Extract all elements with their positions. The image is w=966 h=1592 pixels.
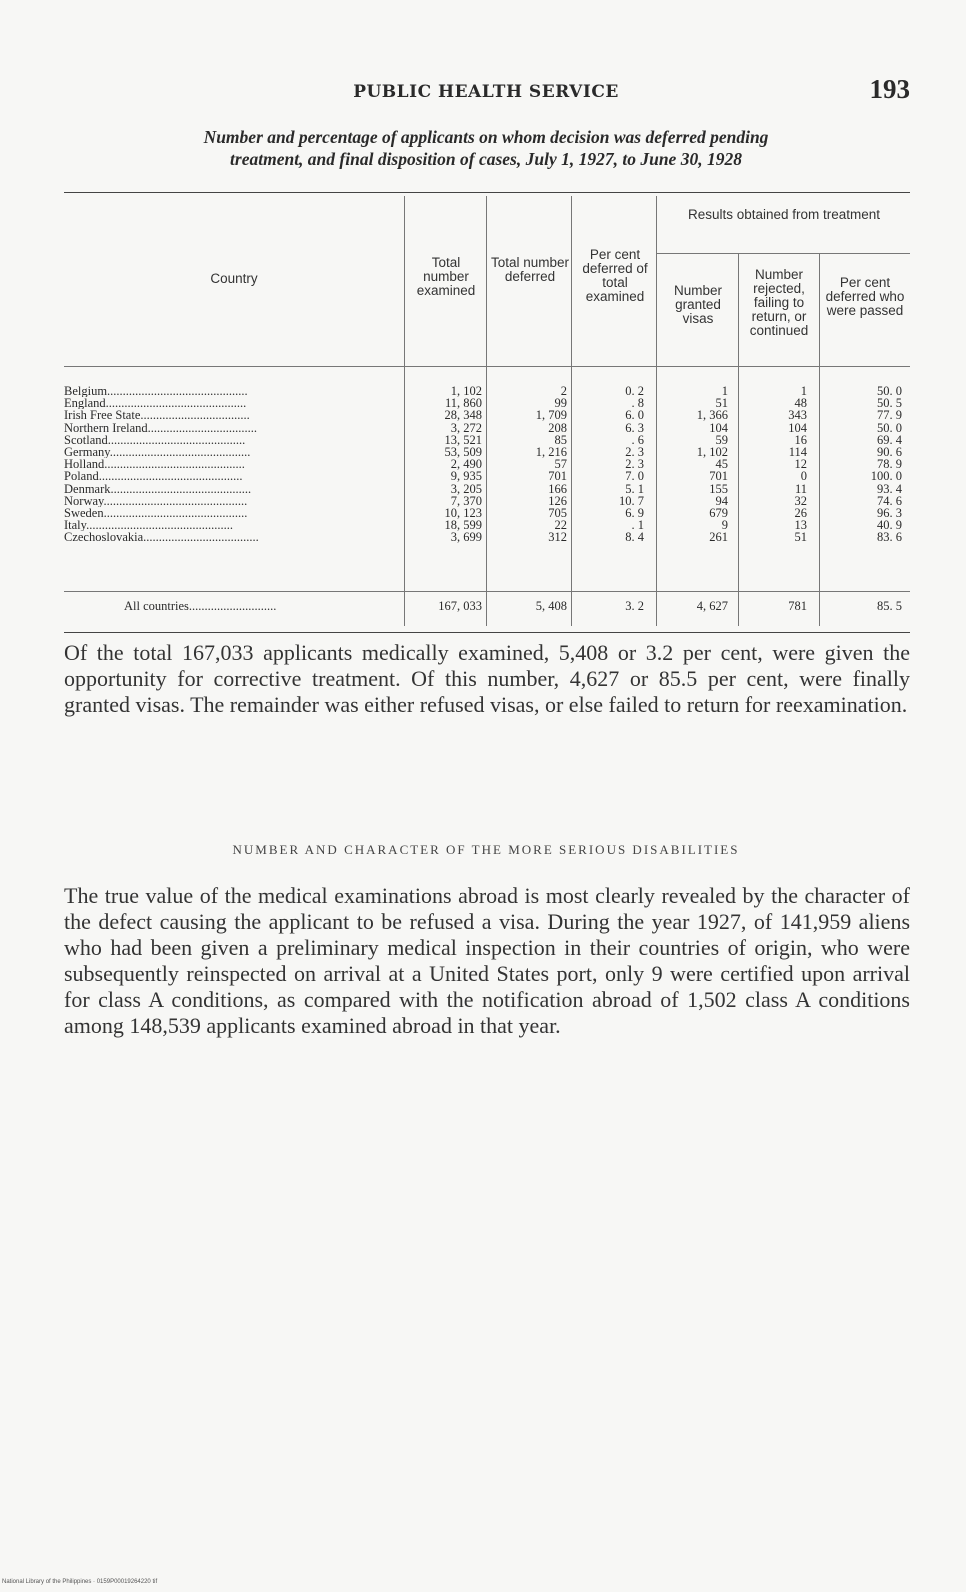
cell-pct-deferred: 2. 3 <box>625 445 644 459</box>
cell-granted: 701 <box>709 470 728 483</box>
table-row-country: Norway.............................................. <box>64 494 248 507</box>
granted-column <box>657 385 732 543</box>
cell-rejected: 26 <box>794 506 807 520</box>
group-header-rule <box>656 253 910 254</box>
cell-granted: 261 <box>709 531 728 544</box>
cell-pct-deferred: 10. 7 <box>619 494 644 507</box>
caption-line-2: treatment, and final disposition of cases, July 1, 1927, to June 30, 1928 <box>230 149 742 169</box>
cell-rejected: 11 <box>794 482 807 495</box>
table-row-country: Denmark............................................. <box>64 482 252 495</box>
deferred-column <box>487 385 571 543</box>
pct-passed-column <box>820 385 906 543</box>
cell-pct-deferred: 2. 3 <box>625 458 644 471</box>
cell-deferred: 2 <box>560 385 567 398</box>
cell-examined: 7, 370 <box>450 494 482 507</box>
cell-pct-deferred: . 8 <box>631 397 644 410</box>
page-number: 193 <box>869 74 910 104</box>
total-pct-passed: 85. 5 <box>877 599 902 613</box>
table-row-country: Irish Free State................................... <box>64 409 250 422</box>
cell-deferred: 701 <box>548 470 567 483</box>
cell-pct-passed: 50. 5 <box>877 397 902 410</box>
cell-pct-deferred: 6. 9 <box>625 506 644 520</box>
cell-pct-passed: 69. 4 <box>877 433 902 446</box>
cell-deferred: 22 <box>554 519 567 532</box>
cell-pct-deferred: 8. 4 <box>625 531 644 544</box>
cell-examined: 9, 935 <box>450 470 482 483</box>
table-caption <box>62 126 910 170</box>
cell-granted: 1, 102 <box>696 445 728 459</box>
running-head <box>62 74 910 112</box>
cell-granted: 59 <box>715 433 728 446</box>
cell-granted: 1, 366 <box>696 409 728 422</box>
cell-rejected: 51 <box>794 531 807 544</box>
table-top-rule <box>64 192 910 193</box>
header-granted: Number granted visas <box>673 283 722 326</box>
cell-rejected: 13 <box>794 519 807 532</box>
cell-pct-passed: 77. 9 <box>877 409 902 422</box>
cell-examined: 28, 348 <box>444 409 482 422</box>
cell-pct-deferred: . 1 <box>631 519 644 532</box>
table-row-country: Belgium............................................. <box>64 385 248 398</box>
cell-pct-passed: 40. 9 <box>877 519 902 532</box>
cell-examined: 1, 102 <box>450 385 482 398</box>
rejected-column <box>739 385 811 543</box>
cell-deferred: 208 <box>548 421 567 434</box>
cell-pct-passed: 74. 6 <box>877 494 902 507</box>
header-per-cent-passed: Per cent deferred who were passed <box>825 275 905 318</box>
header-bottom-rule <box>64 366 910 367</box>
table-row-country: Germany............................................. <box>64 445 251 459</box>
cell-pct-deferred: 5. 1 <box>625 482 644 495</box>
cell-pct-passed: 50. 0 <box>877 421 902 434</box>
table-row-country: Poland.............................................. <box>64 470 243 483</box>
cell-pct-passed: 93. 4 <box>877 482 902 495</box>
section-heading: NUMBER AND CHARACTER OF THE MORE SERIOUS DISABILITIES <box>232 842 740 857</box>
cell-rejected: 32 <box>794 494 807 507</box>
cell-rejected: 1 <box>800 385 807 398</box>
scan-footer: National Library of the Philippines · 0159P00019264220 tif <box>2 1579 158 1585</box>
cell-rejected: 48 <box>794 397 807 410</box>
cell-pct-passed: 78. 9 <box>877 458 902 471</box>
total-examined: 167, 033 <box>438 599 482 613</box>
table-bottom-rule <box>64 632 910 633</box>
cell-examined: 2, 490 <box>450 458 482 471</box>
cell-granted: 9 <box>721 519 728 532</box>
cell-examined: 3, 205 <box>450 482 482 495</box>
table-row-country: Italy............................................... <box>64 519 233 532</box>
paragraph-2: The true value of the medical examinations abroad is most clearly revealed by the character of the defect causing the applicant to be refused a visa. During the year 1927, of 141,959 aliens who had been given a preliminary medical inspection in their countries of origin, who were subsequently reinspected on arrival at a United States port, only 9 were certified upon arrival for class A conditions, as compared with the notification abroad of 1,502 class A conditions among 148,539 applicants examined abroad in that year. <box>64 883 910 1038</box>
caption-line-1: Number and percentage of applicants on whom decision was deferred pending <box>203 127 769 147</box>
cell-deferred: 166 <box>548 482 567 495</box>
cell-pct-passed: 50. 0 <box>877 385 902 398</box>
cell-rejected: 104 <box>788 421 807 434</box>
total-granted: 4, 627 <box>696 599 728 613</box>
cell-examined: 3, 699 <box>450 531 482 544</box>
header-per-cent-deferred: Per cent deferred of total examined <box>582 247 648 304</box>
cell-rejected: 114 <box>788 445 807 459</box>
cell-granted: 155 <box>709 482 728 495</box>
pct-deferred-column <box>572 385 648 543</box>
cell-deferred: 1, 216 <box>535 445 567 459</box>
cell-rejected: 16 <box>794 433 807 446</box>
cell-rejected: 343 <box>788 409 807 422</box>
cell-pct-passed: 100. 0 <box>870 470 902 483</box>
examined-column <box>405 385 486 543</box>
total-rejected: 781 <box>788 599 807 613</box>
running-title: PUBLIC HEALTH SERVICE <box>353 82 619 102</box>
cell-pct-passed: 96. 3 <box>877 506 902 520</box>
cell-examined: 53, 509 <box>444 445 482 459</box>
cell-granted: 45 <box>715 458 728 471</box>
cell-examined: 13, 521 <box>444 433 482 446</box>
leader-dots: ............................ <box>188 599 277 613</box>
cell-granted: 1 <box>721 385 728 398</box>
table-total-row <box>64 598 910 614</box>
cell-pct-deferred: 7. 0 <box>625 470 644 483</box>
paragraph-1: Of the total 167,033 applicants medically examined, 5,408 or 3.2 per cent, were given the opportunity for corrective treatment. Of this number, 4,627 or 85.5 per cent, were finally granted visas. The remainder was either refused visas, or else failed to return for reexamination. <box>64 640 910 717</box>
cell-rejected: 12 <box>794 458 807 471</box>
cell-granted: 94 <box>715 494 728 507</box>
total-rule <box>64 591 910 592</box>
header-country: Country <box>210 271 258 286</box>
cell-granted: 51 <box>715 397 728 410</box>
cell-pct-deferred: 6. 3 <box>625 421 644 434</box>
total-deferred: 5, 408 <box>535 599 567 613</box>
table-row-country: Northern Ireland................................... <box>64 421 258 434</box>
cell-deferred: 99 <box>554 397 567 410</box>
cell-pct-deferred: 0. 2 <box>625 385 644 398</box>
total-country <box>124 598 276 614</box>
cell-examined: 10, 123 <box>444 506 482 520</box>
table-row-country: Holland............................................. <box>64 458 245 471</box>
table-row-country: Czechoslovakia..................................... <box>64 531 259 544</box>
cell-deferred: 312 <box>548 531 567 544</box>
cell-pct-passed: 83. 6 <box>877 531 902 544</box>
cell-examined: 3, 272 <box>450 421 482 434</box>
total-country-label: All countries <box>124 599 189 613</box>
cell-granted: 679 <box>709 506 728 520</box>
cell-deferred: 57 <box>554 458 567 471</box>
cell-granted: 104 <box>709 421 728 434</box>
cell-deferred: 126 <box>548 494 567 507</box>
total-pct-deferred: 3. 2 <box>625 599 644 613</box>
cell-deferred: 85 <box>554 433 567 446</box>
header-results-group: Results obtained from treatment <box>687 207 881 222</box>
header-rejected: Number rejected, failing to return, or continued <box>749 267 809 338</box>
table-row-country: Scotland............................................ <box>64 433 246 446</box>
country-column <box>64 385 409 543</box>
data-table <box>64 196 910 644</box>
cell-examined: 11, 860 <box>444 397 482 410</box>
table-row-country: Sweden.............................................. <box>64 506 248 520</box>
cell-deferred: 705 <box>548 506 567 520</box>
table-row-country: England............................................. <box>64 397 247 410</box>
header-total-examined: Total number examined <box>416 255 476 298</box>
cell-deferred: 1, 709 <box>535 409 567 422</box>
cell-pct-passed: 90. 6 <box>877 445 902 459</box>
header-total-deferred: Total number deferred <box>490 255 570 284</box>
cell-examined: 18, 599 <box>444 519 482 532</box>
cell-pct-deferred: . 6 <box>631 433 644 446</box>
cell-pct-deferred: 6. 0 <box>625 409 644 422</box>
cell-rejected: 0 <box>800 470 807 483</box>
